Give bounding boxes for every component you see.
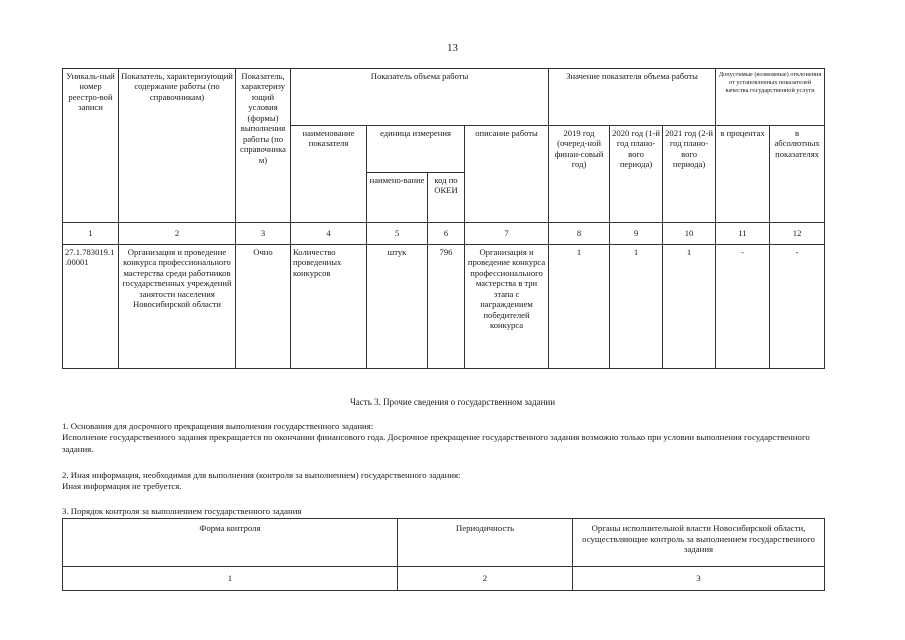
header-year-2021: 2021 год (2-й год плано-вого периода) [663, 126, 716, 223]
row-work-content: Организация и проведение конкурса профессионального мастерства среди работников государственных учреждений занятости населения Новосибирской области [119, 245, 236, 369]
col-number: 6 [428, 223, 465, 245]
col-number: 5 [367, 223, 428, 245]
work-volume-table [62, 68, 825, 369]
header-unit: единица измерения [367, 126, 465, 173]
page-number: 13 [447, 42, 458, 54]
header-unit-name: наимено-вание [367, 173, 428, 223]
col-number: 7 [465, 223, 549, 245]
col-number: 4 [291, 223, 367, 245]
row-unit-name: штук [367, 245, 428, 369]
header-allowed-deviation: Допустимые (возможные) отклонения от установленных показателей качества государственной услуги [716, 69, 825, 126]
header-indicator-name: наименование показателя [291, 126, 367, 223]
col-number: 9 [610, 223, 663, 245]
header-percent: в процентах [716, 126, 770, 223]
section-other-info [62, 470, 842, 493]
header-condition-indicator: Показатель, характеризующий условия (формы) выполнения работы (по справочникам) [236, 69, 291, 223]
row-value-2021: 1 [663, 245, 716, 369]
section-heading: 1. Основания для досрочного прекращения выполнения государственного задания: [62, 421, 374, 431]
row-work-description: Организация и проведение конкурса профессионального мастерства в три этапа с награждением победителей конкурса [465, 245, 549, 369]
header-year-2020: 2020 год (1-й год плано-вого периода) [610, 126, 663, 223]
row-registry-number: 27.1.783019.1.00001 [63, 245, 119, 369]
col-number: 3 [573, 567, 825, 591]
col-number: 1 [63, 567, 398, 591]
row-indicator-name: Количество проведенных конкурсов [291, 245, 367, 369]
row-value-2020: 1 [610, 245, 663, 369]
row-deviation-absolute: - [770, 245, 825, 369]
col-number: 8 [549, 223, 610, 245]
row-deviation-percent: - [716, 245, 770, 369]
section-control-order [62, 506, 842, 517]
control-table [62, 518, 825, 591]
col-number: 12 [770, 223, 825, 245]
col-number: 11 [716, 223, 770, 245]
part3-title: Часть 3. Прочие сведения о государственном задании [349, 397, 556, 407]
col-number: 2 [398, 567, 573, 591]
header-content-indicator: Показатель, характеризующий содержание работы (по справочникам) [119, 69, 236, 223]
header-absolute: в абсолютных показателях [770, 126, 825, 223]
header-year-2019: 2019 год (очеред-ной финан-совый год) [549, 126, 610, 223]
col-number: 10 [663, 223, 716, 245]
section-termination [62, 421, 842, 455]
section-body: Исполнение государственного задания прекращается по окончании финансового года. Досрочное прекращение государственного задания возможно только при условии выполнения государственного задания. [62, 432, 810, 454]
row-work-form: Очно [236, 245, 291, 369]
col-number: 2 [119, 223, 236, 245]
col-number: 1 [63, 223, 119, 245]
header-volume-indicator: Показатель объема работы [291, 69, 549, 126]
section-heading: 2. Иная информация, необходимая для выполнения (контроля за выполнением) государственного задания: [62, 470, 461, 480]
header-registry-number: Уникаль-ный номер реестро-вой записи [63, 69, 119, 223]
row-value-2019: 1 [549, 245, 610, 369]
row-okei-code: 796 [428, 245, 465, 369]
header-control-bodies: Органы исполнительной власти Новосибирской области, осуществляющие контроль за выполнением государственного задания [573, 519, 825, 567]
section-body: Иная информация не требуется. [62, 481, 182, 492]
header-volume-value: Значение показателя объема работы [549, 69, 716, 126]
col-number: 3 [236, 223, 291, 245]
section-heading: 3. Порядок контроля за выполнением государственного задания [62, 506, 302, 516]
header-control-form: Форма контроля [63, 519, 398, 567]
header-okei-code: код по ОКЕИ [428, 173, 465, 223]
header-work-description: описание работы [465, 126, 549, 223]
header-periodicity: Периодичность [398, 519, 573, 567]
